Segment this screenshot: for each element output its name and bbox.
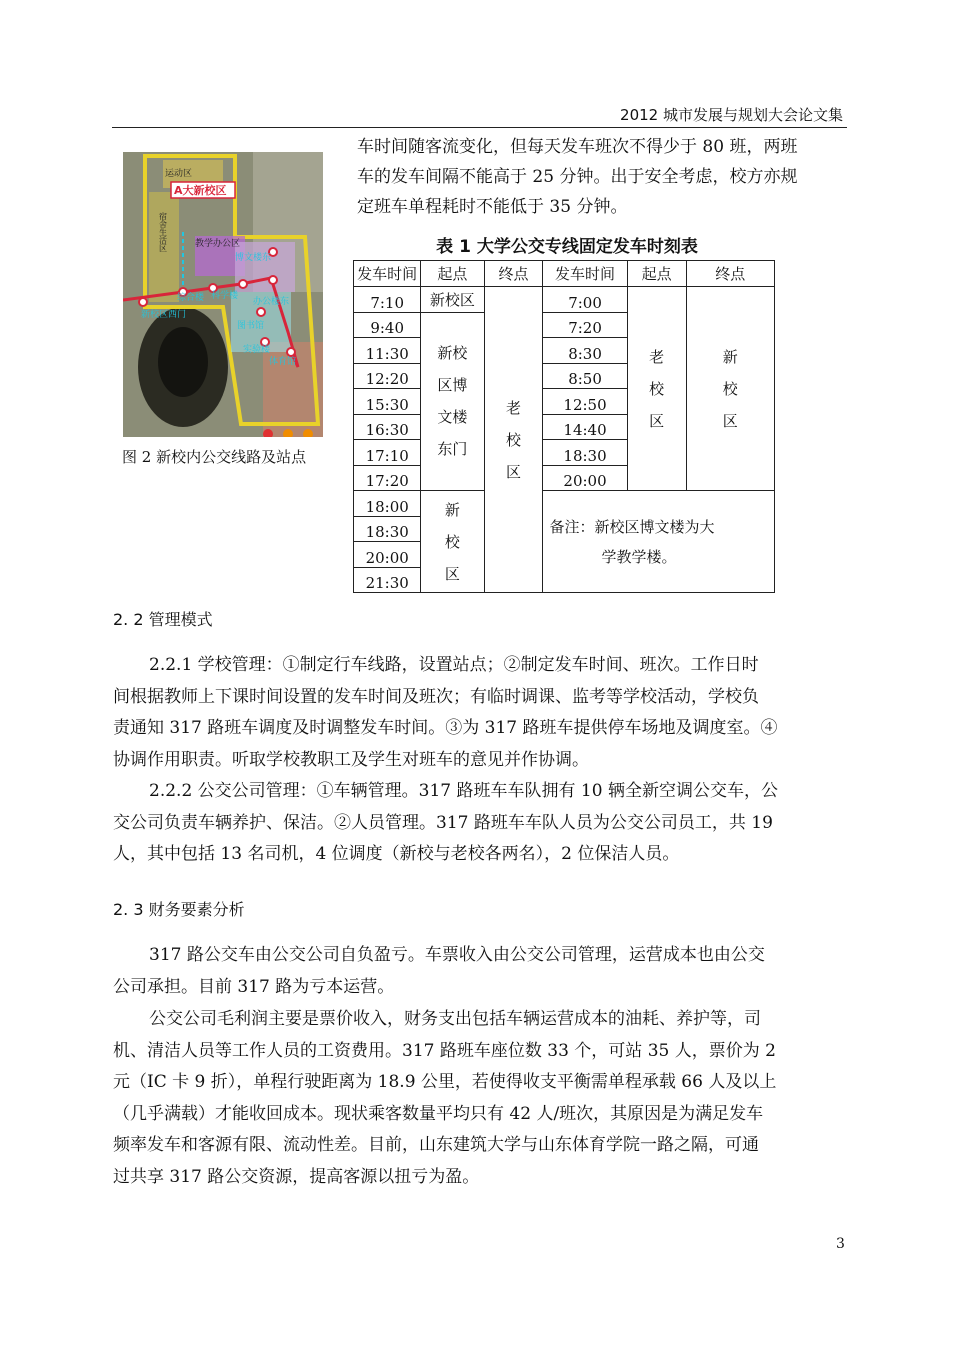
- schedule-table: [353, 260, 775, 593]
- page-number: 3: [836, 1236, 845, 1252]
- table-title: 表 1 大学公交专线固定发车时刻表: [436, 237, 698, 257]
- map-label-lab: 实验楼: [243, 345, 271, 355]
- map-label-west-gate: 新校区西门: [141, 310, 187, 320]
- text-line: 公司承担。目前 317 路为亏本运营。: [113, 976, 395, 997]
- text-line: 定班车单程耗时不能低于 35 分钟。: [357, 197, 628, 217]
- time-cell: 12:20: [354, 363, 421, 389]
- time-cell: 12:50: [543, 389, 627, 415]
- map-label-gym: 体育馆: [269, 357, 297, 367]
- map-label-new-campus: A大新校区: [174, 184, 227, 197]
- section-heading: 2. 2 管理模式: [113, 610, 213, 629]
- map-label-kexue: 科学楼: [211, 291, 239, 301]
- origin-cell: 新校区: [421, 287, 484, 313]
- map-label-sports: 运动区: [165, 169, 193, 179]
- table-row: [354, 287, 775, 313]
- time-cell: 18:00: [354, 491, 421, 517]
- header-cell: 发车时间: [543, 261, 627, 287]
- map-label-bowen: 博文楼东: [235, 253, 272, 263]
- map-label-teaching: 教学办公区: [195, 239, 241, 249]
- text-line: 2.2.1 学校管理：①制定行车线路，设置站点；②制定发车时间、班次。工作日时: [149, 655, 759, 675]
- time-cell: 8:50: [543, 363, 627, 389]
- text-line: 公交公司毛利润主要是票价收入，财务支出包括车辆运营成本的油耗、养护等，司: [149, 1009, 761, 1029]
- text-line: 车的发车间隔不能高于 25 分钟。出于安全考虑，校方亦规: [357, 167, 798, 187]
- destination-cell: 新 校 区: [686, 287, 774, 491]
- destination-cell: 老 校 区: [484, 287, 543, 593]
- time-cell: 18:30: [543, 440, 627, 466]
- map-label-dorm: 宿舍生活区: [158, 212, 168, 252]
- header-rule: [112, 127, 847, 128]
- header-cell: 发车时间: [354, 261, 421, 287]
- text-line: 协调作用职责。听取学校教职工及学生对班车的意见并作协调。: [113, 749, 589, 770]
- time-cell: 20:00: [354, 542, 421, 568]
- time-cell: 15:30: [354, 389, 421, 415]
- time-cell: 8:30: [543, 338, 627, 364]
- paragraph: [113, 776, 848, 871]
- note-cell: [543, 491, 775, 593]
- origin-cell: 新校 区博 文楼 东门: [421, 312, 484, 491]
- text-line: 责通知 317 路班车调度及时调整发车时间。③为 317 路班车提供停车场地及调度室。④: [113, 718, 778, 738]
- paragraph: [113, 650, 848, 776]
- intro-paragraph: [357, 132, 849, 222]
- text-line: 元（IC 卡 9 折），单程行驶距离为 18.9 公里，若使得收支平衡需单程承载 66 人及以上: [113, 1072, 777, 1092]
- time-cell: 16:30: [354, 414, 421, 440]
- campus-route-map: [123, 152, 323, 437]
- section-heading: 2. 3 财务要素分析: [113, 900, 245, 919]
- text-line: 频率发车和客源有限、流动性差。目前，山东建筑大学与山东体育学院一路之隔，可通: [113, 1135, 759, 1155]
- table-header-row: [354, 261, 775, 287]
- time-cell: 18:30: [354, 516, 421, 542]
- origin-cell: 新 校 区: [421, 491, 484, 593]
- text-line: 车时间随客流变化，但每天发车班次不得少于 80 班，两班: [357, 137, 798, 157]
- text-line: 过共享 317 路公交资源，提高客源以扭亏为盈。: [113, 1166, 480, 1187]
- header-cell: 终点: [484, 261, 543, 287]
- time-cell: 14:40: [543, 414, 627, 440]
- text-line: 机、清洁人员等工作人员的工资费用。317 路班车座位数 33 个，可站 35 人，票价为 2: [113, 1040, 776, 1061]
- time-cell: 21:30: [354, 567, 421, 593]
- time-cell: 7:20: [543, 312, 627, 338]
- header-cell: 起点: [627, 261, 686, 287]
- text-line: 人，其中包括 13 名司机，4 位调度（新校与老校各两名），2 位保洁人员。: [113, 844, 680, 864]
- paragraph: [113, 1004, 848, 1193]
- time-cell: 17:20: [354, 465, 421, 491]
- time-cell: 20:00: [543, 465, 627, 491]
- time-cell: 7:10: [354, 287, 421, 313]
- map-label-office: 办公楼东: [253, 297, 290, 307]
- map-label-zonghe: 综合楼: [177, 293, 205, 303]
- figure-caption: 图 2 新校内公交线路及站点: [122, 448, 307, 466]
- header-cell: 终点: [686, 261, 774, 287]
- note-line: 学教学楼。: [601, 547, 677, 566]
- note-line: 备注：新校区博文楼为大: [549, 517, 715, 536]
- text-line: 间根据教师上下课时间设置的发车时间及班次；有临时调课、监考等学校活动，学校负: [113, 686, 759, 707]
- time-cell: 7:00: [543, 287, 627, 313]
- paragraph: [113, 940, 848, 1003]
- header-cell: 起点: [421, 261, 484, 287]
- time-cell: 17:10: [354, 440, 421, 466]
- text-line: 317 路公交车由公交公司自负盈亏。车票收入由公交公司管理，运营成本也由公交: [149, 945, 765, 965]
- time-cell: 11:30: [354, 338, 421, 364]
- text-line: （几乎满载）才能收回成本。现状乘客数量平均只有 42 人/班次，其原因是为满足发车: [113, 1103, 764, 1124]
- table-row: [354, 491, 775, 517]
- time-cell: 9:40: [354, 312, 421, 338]
- text-line: 交公司负责车辆养护、保洁。②人员管理。317 路班车车队人员为公交公司员工，共 19: [113, 812, 773, 833]
- text-line: 2.2.2 公交公司管理：①车辆管理。317 路班车车队拥有 10 辆全新空调公交车，公: [149, 781, 778, 801]
- running-header: 2012 城市发展与规划大会论文集: [620, 106, 843, 124]
- map-label-library: 图书馆: [237, 321, 265, 331]
- origin-cell: 老 校 区: [627, 287, 686, 491]
